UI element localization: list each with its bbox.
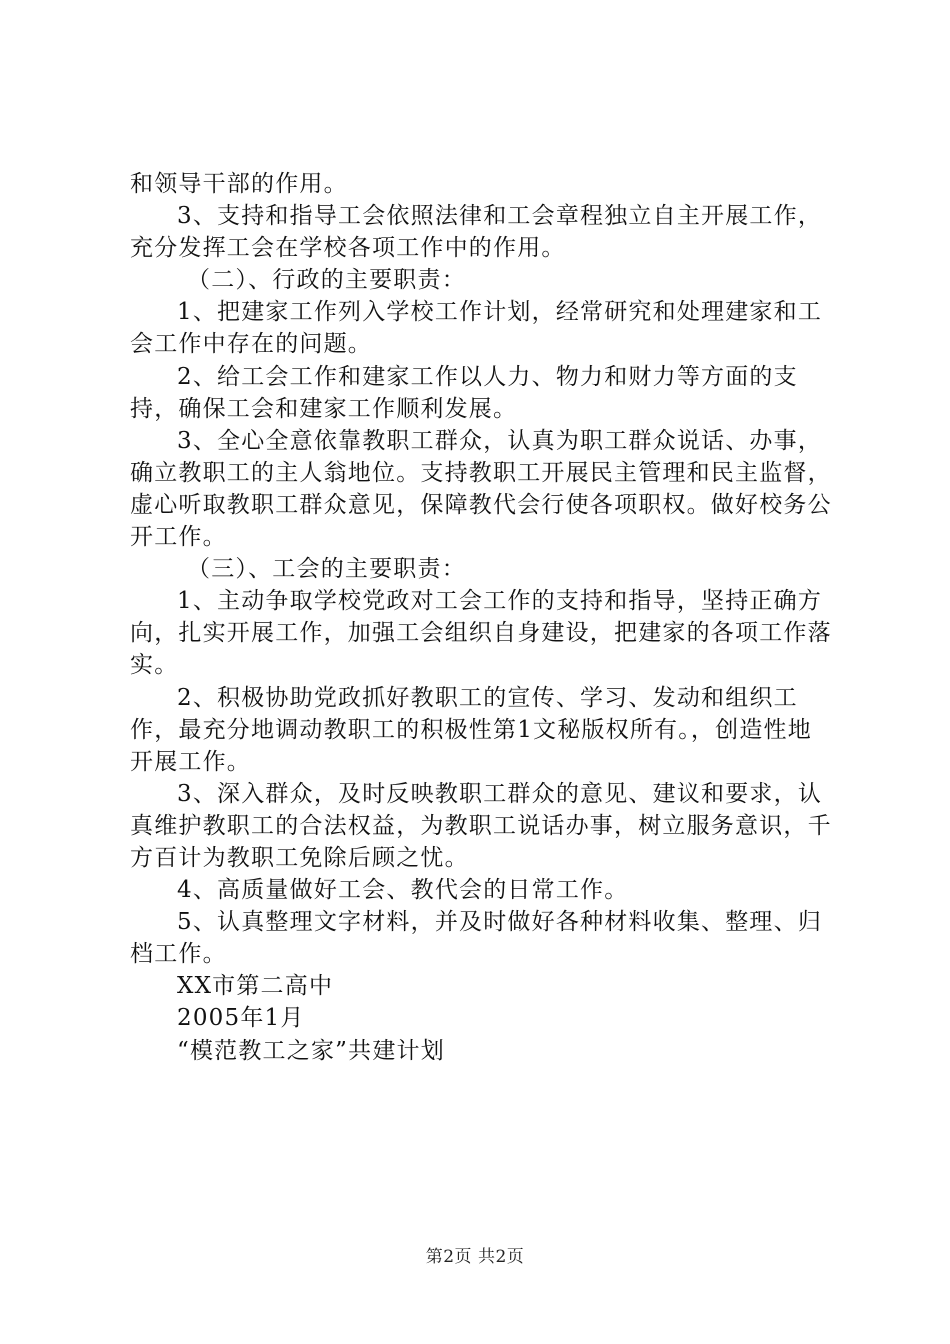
next-document-title: “模范教工之家”共建计划 <box>177 1037 445 1064</box>
paragraph-union-item-4: 4、高质量做好工会、教代会的日常工作。 <box>177 877 629 904</box>
page-number-label: 第2页 共2页 <box>425 1247 525 1267</box>
paragraph-continuation: 和领导干部的作用。 <box>130 171 348 197</box>
paragraph-admin-item-2: 2、给工会工作和建家工作以人力、物力和财力等方面的支持，确保工会和建家工作顺利发展。 <box>130 363 798 422</box>
document-body <box>130 168 835 1067</box>
paragraph-party-item-3: 3、支持和指导工会依照法律和工会章程独立自主开展工作，充分发挥工会在学校各项工作中的作用。 <box>130 203 823 262</box>
section-heading-administration: （二）、行政的主要职责： <box>187 267 466 294</box>
paragraph-union-item-2: 2、积极协助党政抓好教职工的宣传、学习、发动和组织工作，最充分地调动教职工的积极性第1文秘版权所有。，创造性地开展工作。 <box>130 684 812 775</box>
page-footer <box>0 1242 950 1267</box>
signature-date: 2005年1月 <box>177 1005 305 1032</box>
paragraph-union-item-1: 1、主动争取学校党政对工会工作的支持和指导，坚持正确方向，扎实开展工作，加强工会组织自身建设，把建家的各项工作落实。 <box>130 588 832 679</box>
signature-school: XX市第二高中 <box>177 973 334 1000</box>
paragraph-union-item-5: 5、认真整理文字材料，并及时做好各种材料收集、整理、归档工作。 <box>130 909 823 968</box>
section-heading-union: （三）、工会的主要职责： <box>187 556 466 583</box>
paragraph-union-item-3: 3、深入群众，及时反映教职工群众的意见、建议和要求，认真维护教职工的合法权益，为教职工说话办事，树立服务意识，千方百计为教职工免除后顾之忧。 <box>130 780 832 871</box>
paragraph-admin-item-3: 3、全心全意依靠教职工群众，认真为职工群众说话、办事，确立教职工的主人翁地位。支持教职工开展民主管理和民主监督，虚心听取教职工群众意见，保障教代会行使各项职权。做好校务公开工作。 <box>130 427 832 551</box>
paragraph-admin-item-1: 1、把建家工作列入学校工作计划，经常研究和处理建家和工会工作中存在的问题。 <box>130 299 823 358</box>
